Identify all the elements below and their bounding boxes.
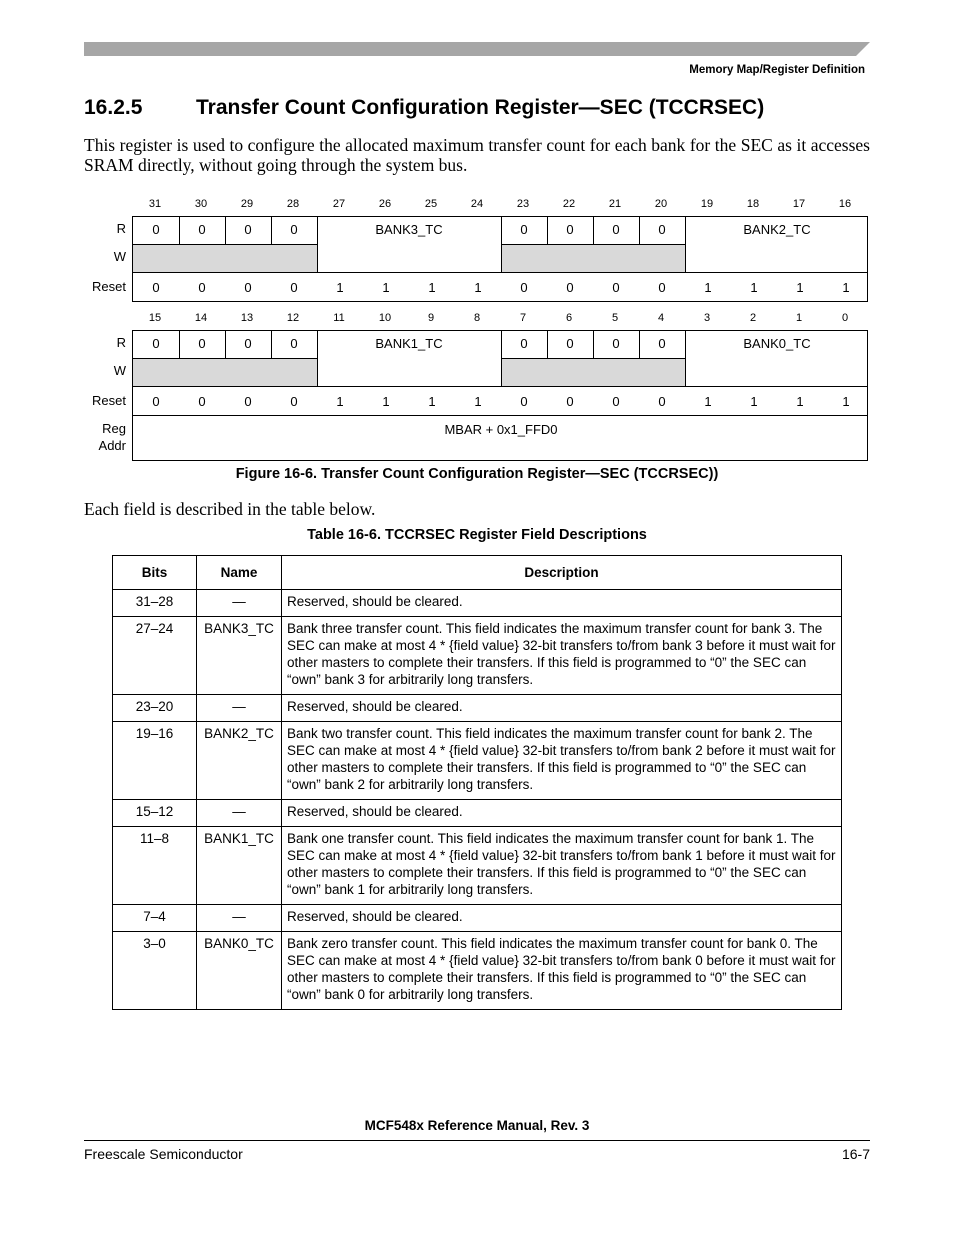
bit-number: 24 — [470, 198, 484, 210]
bit-value: 0 — [198, 336, 206, 351]
reset-value: 1 — [796, 280, 804, 295]
table-row — [113, 722, 842, 800]
bit-number: 14 — [194, 312, 208, 324]
reset-value: 0 — [566, 394, 574, 409]
bit-number: 19 — [700, 198, 714, 210]
cell-bits: 31–28 — [113, 590, 197, 617]
bit-value: 0 — [244, 222, 252, 237]
reset-value: 1 — [842, 280, 850, 295]
divider — [133, 415, 867, 416]
header-bar — [84, 42, 870, 56]
reset-value: 1 — [704, 394, 712, 409]
reset-value: 0 — [520, 394, 528, 409]
reset-value: 0 — [520, 280, 528, 295]
footer-company: Freescale Semiconductor — [84, 1146, 243, 1162]
bit-number: 16 — [838, 198, 852, 210]
bit-value: 0 — [566, 336, 574, 351]
register-upper-half — [84, 198, 870, 302]
bit-number: 10 — [378, 312, 392, 324]
bit-number: 31 — [148, 198, 162, 210]
bit-value: 0 — [658, 336, 666, 351]
bit-number: 5 — [611, 312, 619, 324]
running-head: Memory Map/Register Definition — [689, 64, 865, 76]
table-row — [113, 932, 842, 1010]
bit-number: 4 — [657, 312, 665, 324]
divider — [133, 272, 867, 273]
section-title-text: Transfer Count Configuration Register—SEC (TCCRSEC) — [196, 96, 765, 119]
register-lower-half — [84, 312, 870, 462]
reset-value: 1 — [428, 280, 436, 295]
footer-manual-title: MCF548x Reference Manual, Rev. 3 — [364, 1118, 590, 1133]
table-header-row — [113, 556, 842, 590]
cell-description: Bank three transfer count. This field indicates the maximum transfer count for bank 3. The SEC can make at most 4 * {field value} 32-bit transfers to/from bank 3 before it must wait for other masters to complete their transfers. If this field is programmed to “0” the SEC can “own” bank 3 for arbitrarily long transfers. — [282, 617, 842, 695]
row-label-r: R — [116, 335, 126, 350]
bit-number: 18 — [746, 198, 760, 210]
table-row — [113, 695, 842, 722]
cell-bits: 11–8 — [113, 827, 197, 905]
bit-value: 0 — [152, 336, 160, 351]
reset-value: 0 — [612, 394, 620, 409]
divider — [501, 358, 685, 359]
reset-value: 0 — [244, 280, 252, 295]
bit-value: 0 — [520, 222, 528, 237]
bit-numbers-upper — [132, 198, 868, 210]
row-label-reset: Reset — [92, 393, 126, 408]
bit-number: 22 — [562, 198, 576, 210]
table-caption: Table 16-6. TCCRSEC Register Field Descriptions — [307, 527, 647, 543]
bit-value: 0 — [566, 222, 574, 237]
lead-text: Each field is described in the table below. — [84, 499, 376, 519]
register-address: MBAR + 0x1_FFD0 — [444, 422, 558, 437]
cell-description: Reserved, should be cleared. — [282, 695, 842, 722]
bit-value: 0 — [198, 222, 206, 237]
bit-number: 7 — [519, 312, 527, 324]
reset-value: 0 — [290, 394, 298, 409]
cell-bits: 15–12 — [113, 800, 197, 827]
table-row — [113, 590, 842, 617]
bit-number: 30 — [194, 198, 208, 210]
bit-number: 8 — [473, 312, 481, 324]
bit-value: 0 — [520, 336, 528, 351]
field-bank2-tc: BANK2_TC — [743, 222, 811, 237]
reset-value: 0 — [658, 394, 666, 409]
reset-value: 1 — [704, 280, 712, 295]
cell-bits: 27–24 — [113, 617, 197, 695]
row-label-reg: Reg — [102, 421, 126, 436]
field-bank1-tc: BANK1_TC — [375, 336, 443, 351]
reset-value: 1 — [474, 280, 482, 295]
divider — [501, 244, 685, 245]
cell-name: BANK3_TC — [197, 617, 282, 695]
register-field-box — [132, 216, 868, 302]
reset-value: 0 — [198, 394, 206, 409]
bit-number: 15 — [148, 312, 162, 324]
bit-number: 26 — [378, 198, 392, 210]
table-row — [113, 905, 842, 932]
cell-name: BANK2_TC — [197, 722, 282, 800]
reset-value: 1 — [796, 394, 804, 409]
reset-value: 0 — [198, 280, 206, 295]
reset-value: 0 — [290, 280, 298, 295]
bit-value: 0 — [612, 336, 620, 351]
cell-bits: 19–16 — [113, 722, 197, 800]
bit-number: 23 — [516, 198, 530, 210]
divider — [133, 358, 317, 359]
field-bank0-tc: BANK0_TC — [743, 336, 811, 351]
footer-page-number: 16-7 — [841, 1146, 870, 1162]
bit-number: 13 — [240, 312, 254, 324]
bit-number: 11 — [333, 312, 345, 324]
bit-value: 0 — [658, 222, 666, 237]
reset-value: 0 — [152, 394, 160, 409]
bit-number: 29 — [240, 198, 254, 210]
cell-bits: 7–4 — [113, 905, 197, 932]
bit-number: 17 — [792, 198, 806, 210]
header-bits: Bits — [113, 556, 197, 590]
header-name: Name — [197, 556, 282, 590]
reset-value: 1 — [750, 280, 758, 295]
bit-number: 25 — [424, 198, 438, 210]
reset-value: 0 — [658, 280, 666, 295]
bit-number: 2 — [749, 312, 757, 324]
reserved-shade — [133, 245, 317, 272]
reset-value: 0 — [612, 280, 620, 295]
cell-description: Reserved, should be cleared. — [282, 905, 842, 932]
reset-value: 1 — [474, 394, 482, 409]
bit-value: 0 — [152, 222, 160, 237]
bit-number: 1 — [795, 312, 803, 324]
reset-value: 1 — [336, 280, 344, 295]
bit-value: 0 — [244, 336, 252, 351]
reset-value: 1 — [336, 394, 344, 409]
intro-paragraph: This register is used to configure the allocated maximum transfer count for each bank for the SEC as it accesses SRAM directly, without going through the system bus. — [84, 135, 870, 175]
table-row — [113, 617, 842, 695]
cell-description: Reserved, should be cleared. — [282, 800, 842, 827]
cell-name: BANK1_TC — [197, 827, 282, 905]
reset-value: 1 — [428, 394, 436, 409]
cell-description: Bank two transfer count. This field indicates the maximum transfer count for bank 2. The SEC can make at most 4 * {field value} 32-bit transfers to/from bank 2 before it must wait for other masters to complete their transfers. If this field is programmed to “0” the SEC can “own” bank 2 for arbitrarily long transfers. — [282, 722, 842, 800]
reset-value: 1 — [750, 394, 758, 409]
reserved-shade — [501, 359, 685, 386]
reset-value: 0 — [152, 280, 160, 295]
row-label-addr: Addr — [98, 438, 126, 453]
reset-value: 0 — [244, 394, 252, 409]
reset-value: 0 — [566, 280, 574, 295]
field-bank3-tc: BANK3_TC — [375, 222, 443, 237]
cell-description: Bank one transfer count. This field indicates the maximum transfer count for bank 1. The SEC can make at most 4 * {field value} 32-bit transfers to/from bank 1 before it must wait for other masters to complete their transfers. If this field is programmed to “0” the SEC can “own” bank 1 for arbitrarily long transfers. — [282, 827, 842, 905]
header-description: Description — [282, 556, 842, 590]
section-number: 16.2.5 — [84, 96, 143, 119]
cell-description: Bank zero transfer count. This field indicates the maximum transfer count for bank 0. The SEC can make at most 4 * {field value} 32-bit transfers to/from bank 0 before it must wait for other masters to complete their transfers. If this field is programmed to “0” the SEC can “own” bank 0 for arbitrarily long transfers. — [282, 932, 842, 1010]
register-field-box — [132, 330, 868, 461]
bit-number: 0 — [841, 312, 849, 324]
table-row — [113, 800, 842, 827]
reserved-shade — [501, 245, 685, 272]
row-label-w: W — [113, 363, 126, 378]
cell-name: — — [197, 695, 282, 722]
cell-bits: 23–20 — [113, 695, 197, 722]
footer-rule — [84, 1140, 870, 1141]
bit-number: 20 — [654, 198, 668, 210]
row-label-w: W — [113, 249, 126, 264]
section-title — [84, 96, 764, 120]
bit-value: 0 — [612, 222, 620, 237]
cell-bits: 3–0 — [113, 932, 197, 1010]
cell-name: BANK0_TC — [197, 932, 282, 1010]
cell-description: Reserved, should be cleared. — [282, 590, 842, 617]
reset-value: 1 — [842, 394, 850, 409]
reserved-shade — [133, 359, 317, 386]
bit-numbers-lower — [132, 312, 868, 324]
divider — [133, 244, 317, 245]
figure-caption: Figure 16-6. Transfer Count Configuration Register—SEC (TCCRSEC)) — [235, 466, 719, 482]
bit-number: 28 — [286, 198, 300, 210]
bit-number: 27 — [332, 198, 346, 210]
field-description-table — [112, 555, 842, 1010]
cell-name: — — [197, 590, 282, 617]
bit-number: 9 — [427, 312, 435, 324]
row-label-r: R — [116, 221, 126, 236]
bit-number: 6 — [565, 312, 573, 324]
reset-value: 1 — [382, 280, 390, 295]
bit-number: 21 — [608, 198, 622, 210]
table-row — [113, 827, 842, 905]
bit-number: 12 — [286, 312, 300, 324]
bit-number: 3 — [703, 312, 711, 324]
bit-value: 0 — [290, 336, 298, 351]
row-label-reset: Reset — [92, 279, 126, 294]
divider — [133, 386, 867, 387]
cell-name: — — [197, 905, 282, 932]
cell-name: — — [197, 800, 282, 827]
reset-value: 1 — [382, 394, 390, 409]
bit-value: 0 — [290, 222, 298, 237]
